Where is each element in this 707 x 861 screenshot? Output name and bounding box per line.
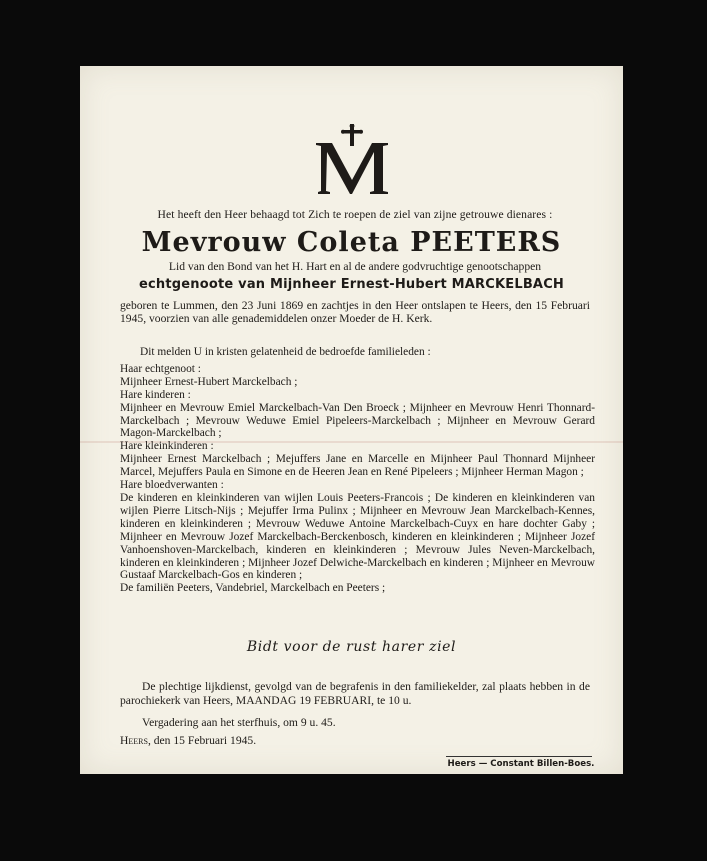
family-heading-spouse: Haar echtgenoot :	[120, 362, 201, 375]
bond-line: Lid van den Bond van het H. Hart en al de andere godvruchtige genootschappen	[168, 260, 542, 273]
printer-credit: Heers — Constant Billen-Boes.	[447, 759, 595, 769]
mourning-card	[80, 66, 623, 774]
family-heading-children: Hare kinderen :	[120, 388, 191, 401]
family-text-grandchildren: Mijnheer Ernest Marckelbach ; Mejuffers Jane en Marcelle en Mijnheer Paul Thonnard Mijnheer Marcel, Mejuffers Paula en Simone en de Heeren Jean en René Pipeleers ; Mijnheer Herman Magon ;	[120, 453, 595, 479]
funeral-service-text: De plechtige lijkdienst, gevolgd van de begrafenis in den familiekelder, zal plaats hebben in de parochiekerk van Heers, MAANDAG 19 FEBRUARI, te 10 u.	[120, 680, 590, 707]
family-announcement	[120, 346, 595, 595]
family-text-children: Mijnheer en Mevrouw Emiel Marckelbach-Van Den Broeck ; Mijnheer en Mevrouw Henri Thonnard-Marckelbach ; Mevrouw Weduwe Emiel Pipeleers-Marckelbach ; Mijnheer en Mevrouw Gerard Magon-Marckelbach ;	[120, 401, 595, 440]
place-town: Heers	[120, 734, 148, 747]
family-heading-relatives: Hare bloedverwanten :	[120, 479, 224, 492]
place-date	[120, 734, 256, 747]
family-text-spouse: Mijnheer Ernest-Hubert Marckelbach ;	[120, 375, 298, 388]
birth-death-text: geboren te Lummen, den 23 Juni 1869 en zachtjes in den Heer ontslapen te Heers, den 15 Februari 1945, voorzien van alle genademiddelen onzer Moeder de H. Kerk.	[120, 299, 590, 326]
printer-rule	[446, 756, 592, 757]
prayer-line: Bidt voor de rust harer ziel	[246, 639, 457, 655]
family-heading-grandchildren: Hare kleinkinderen :	[120, 440, 214, 453]
spouse-line: echtgenoote van Mijnheer Ernest-Hubert MARCKELBACH	[138, 277, 565, 292]
meeting-text: Vergadering aan het sterfhuis, om 9 u. 45.	[142, 716, 336, 729]
intro-text: Het heeft den Heer behaagd tot Zich te roepen de ziel van zijne getrouwe dienares :	[157, 208, 553, 221]
place-date-text: , den 15 Februari 1945.	[147, 734, 257, 747]
family-lead: Dit melden U in kristen gelatenheid de bedroefde familieleden :	[140, 346, 431, 358]
deceased-name: Mevrouw Coleta PEETERS	[141, 227, 562, 258]
family-text-relatives: De kinderen en kleinkinderen van wijlen Louis Peeters-Francois ; De kinderen en kleinkinderen van wijlen Pierre Litsch-Nijs ; Mejuffer Irma Pulinx ; Mijnheer en Mevrouw Jean Marckelbach-Kennes, kinderen en kleinkinderen ; Mevrouw Weduwe Antoine Marckelbach-Cuyx en hare dochter Gaby ; Mijnheer en Mevrouw Jozef Marckelbach-Berckenbosch, kinderen en kleinkinderen ; Mijnheer Jozef Vanhoenshoven-Marckelbach, kinderen en kleinkinderen ; Mevrouw Jules Neven-Marckelbach, kinderen en kleinkinderen ; Mijnheer Jozef Delwiche-Marckelbach en kinderen ; Mijnheer en Mevrouw Gustaaf Marckelbach-Gos en kinderen ;	[120, 491, 595, 582]
family-text-families: De familiën Peeters, Vandebriel, Marckelbach en Peeters ;	[120, 582, 386, 595]
marian-monogram-icon	[80, 124, 623, 201]
